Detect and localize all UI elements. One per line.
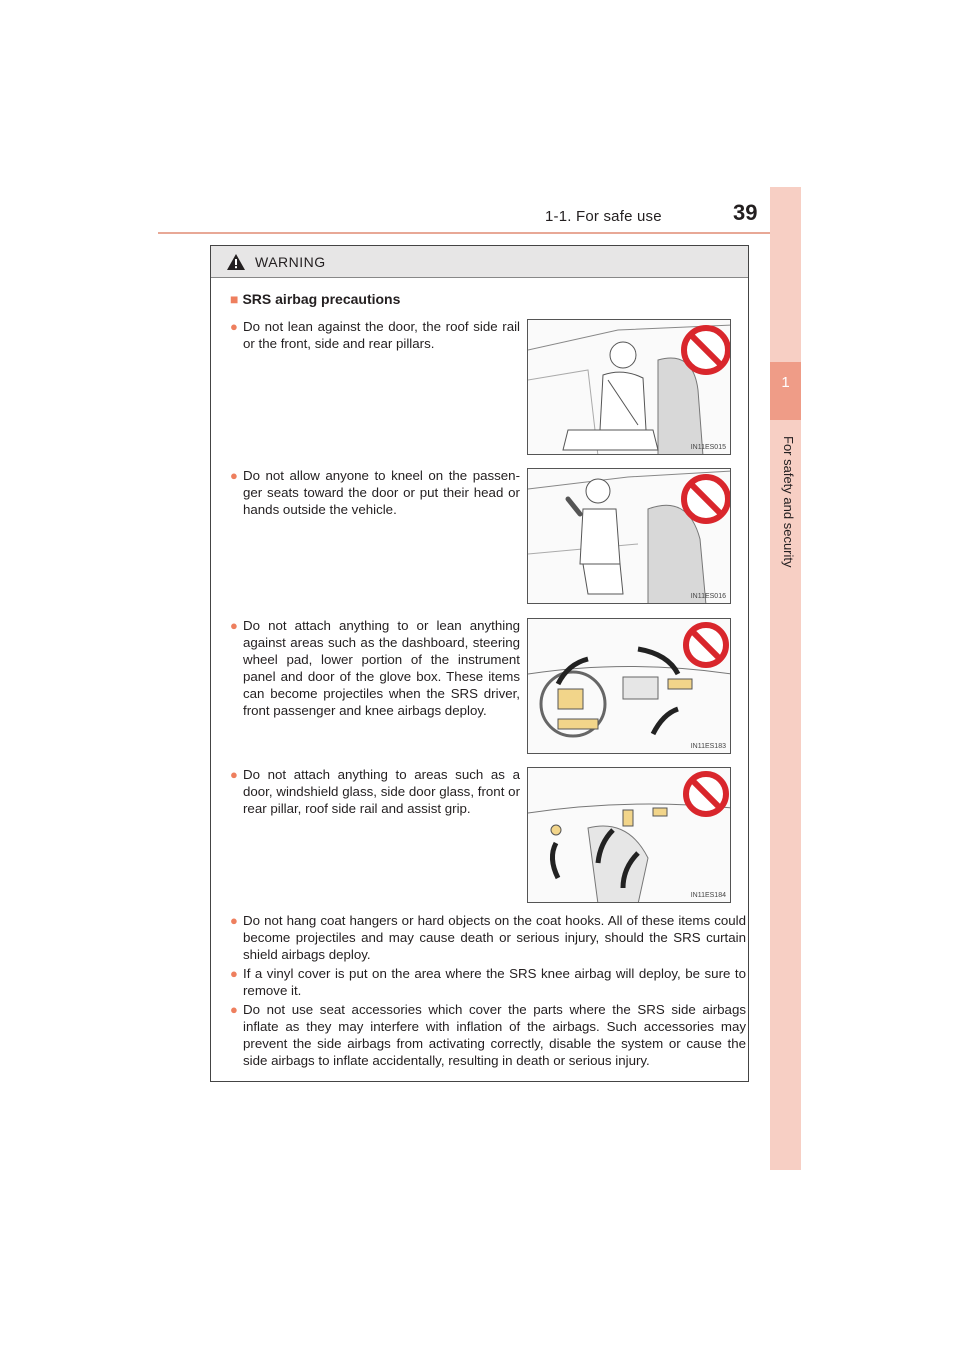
chapter-tab: [770, 362, 801, 420]
illustration-lean-door: [527, 319, 731, 455]
list-item-text: Do not attach anything to or lean anything against areas such as the dashboard, steering wheel pad, lower portion of the instrument panel and door of the glove box. These items can become projectiles when the SRS driver, front passenger and knee airbags deploy.: [243, 618, 520, 718]
illustration-door-pillar: [527, 767, 731, 903]
list-item: [230, 467, 520, 518]
list-item-text: Do not use seat accessories which cover the parts where the SRS side airbags inflate as they may interfere with inflation of the airbags. Such accessories may prevent the side airbags from activating correctly, disable the system or cause the side airbags to inflate accidentally, resulting in death or serious injury.: [243, 1002, 746, 1068]
illustration-kneel-seat: [527, 468, 731, 604]
warning-triangle-icon: [227, 254, 245, 270]
list-item: [230, 617, 520, 719]
subheading: [230, 291, 400, 307]
bullet-icon: ●: [230, 319, 238, 334]
page-number: 39: [733, 200, 758, 225]
list-item-text: Do not hang coat hangers or hard objects on the coat hooks. All of these items could become projectiles and may cause death or serious injury, should the SRS curtain shield airbags deploy.: [243, 913, 746, 962]
list-item: [230, 1001, 746, 1069]
illustration-dashboard: [527, 618, 731, 754]
list-item: [230, 965, 746, 999]
list-item: [230, 766, 520, 817]
image-code: IN11ES015: [690, 444, 726, 451]
warning-box: [210, 245, 749, 1082]
side-tab: [770, 187, 801, 1170]
list-item-text: Do not attach anything to areas such as a door, windshield glass, side door glass, front or rear pillar, roof side rail and assist grip.: [243, 767, 520, 816]
bullet-icon: ●: [230, 1002, 238, 1017]
image-code: IN11ES183: [690, 743, 726, 750]
header-rule: [158, 232, 770, 234]
list-item-text: Do not lean against the door, the roof side rail or the front, side and rear pillars.: [243, 319, 520, 351]
chapter-number: 1: [781, 374, 790, 391]
section-title: 1-1. For safe use: [545, 208, 662, 225]
bullet-icon: ●: [230, 618, 238, 633]
list-item-text: Do not allow anyone to kneel on the passen- ger seats toward the door or put their head or hands outside the vehicle.: [243, 468, 520, 517]
list-item: [230, 912, 746, 963]
bullet-icon: ●: [230, 966, 238, 981]
warning-header: [211, 246, 748, 278]
bullet-icon: ●: [230, 767, 238, 782]
bullet-icon: ●: [230, 468, 238, 483]
list-item-text: If a vinyl cover is put on the area where the SRS knee airbag will deploy, be sure to remove it.: [243, 966, 746, 998]
chapter-label: For safety and security: [781, 436, 796, 568]
warning-title: WARNING: [255, 254, 326, 270]
bullet-icon: ●: [230, 913, 238, 928]
square-bullet-icon: ■: [230, 291, 239, 307]
image-code: IN11ES184: [690, 892, 726, 899]
list-item: [230, 318, 520, 352]
subheading-text: SRS airbag precautions: [242, 291, 401, 307]
image-code: IN11ES016: [690, 593, 726, 600]
